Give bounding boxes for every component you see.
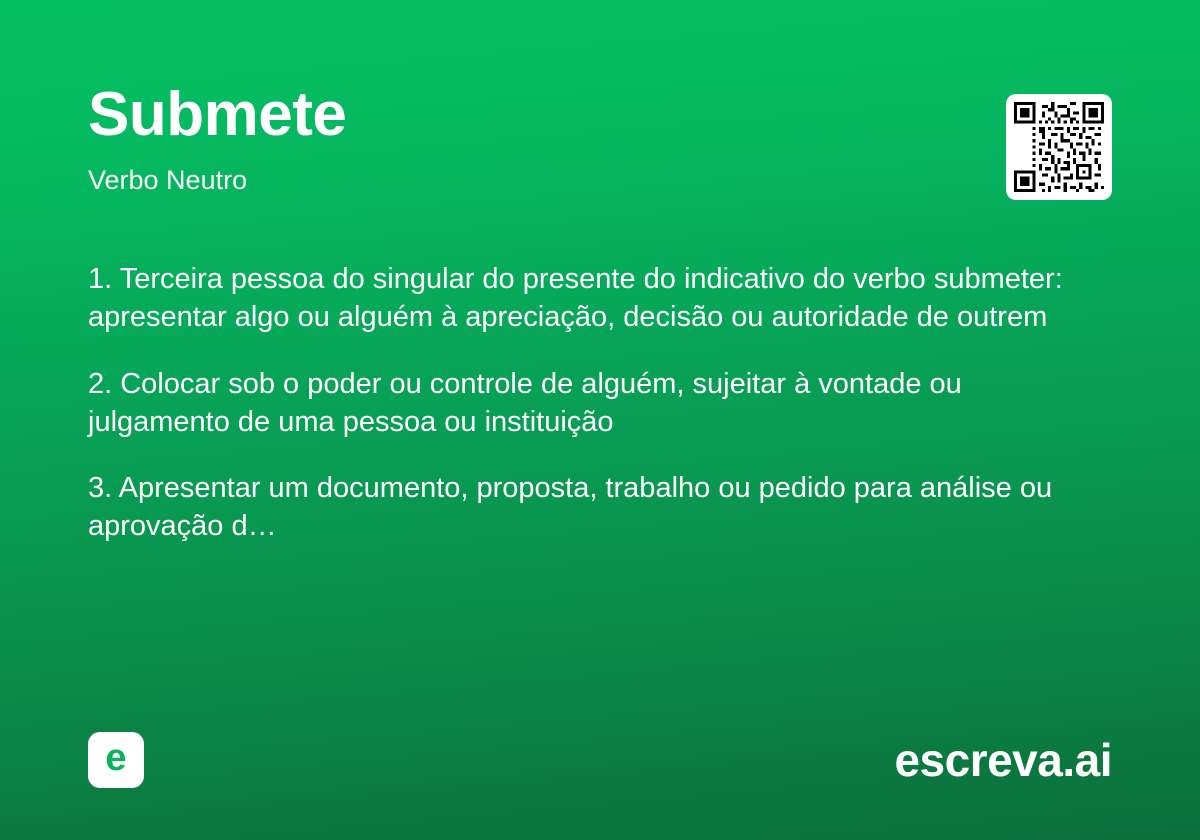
card-content (88, 80, 1112, 546)
card-footer (88, 732, 1112, 788)
escreva-logo-icon (88, 732, 144, 788)
brand-name: escreva.ai (894, 734, 1112, 786)
word-block (88, 80, 346, 196)
logo-letter: e (105, 737, 127, 779)
definition-item: 2. Colocar sob o poder ou controle de alguém, sujeitar à vontade ou julgamento de uma pessoa ou instituição (88, 367, 962, 438)
page-title: Submete (88, 80, 347, 149)
definition-list (88, 260, 1112, 546)
definition-item: 1. Terceira pessoa do singular do presente do indicativo do verbo submeter: apresentar algo ou alguém à apreciação, decisão ou autoridade de outrem (88, 263, 1063, 334)
word-class-label: Verbo Neutro (88, 165, 248, 195)
qr-code-icon[interactable] (1006, 94, 1112, 200)
definition-item: 3. Apresentar um documento, proposta, trabalho ou pedido para análise ou aprovação d… (88, 472, 1053, 543)
headline-row (88, 80, 1112, 200)
